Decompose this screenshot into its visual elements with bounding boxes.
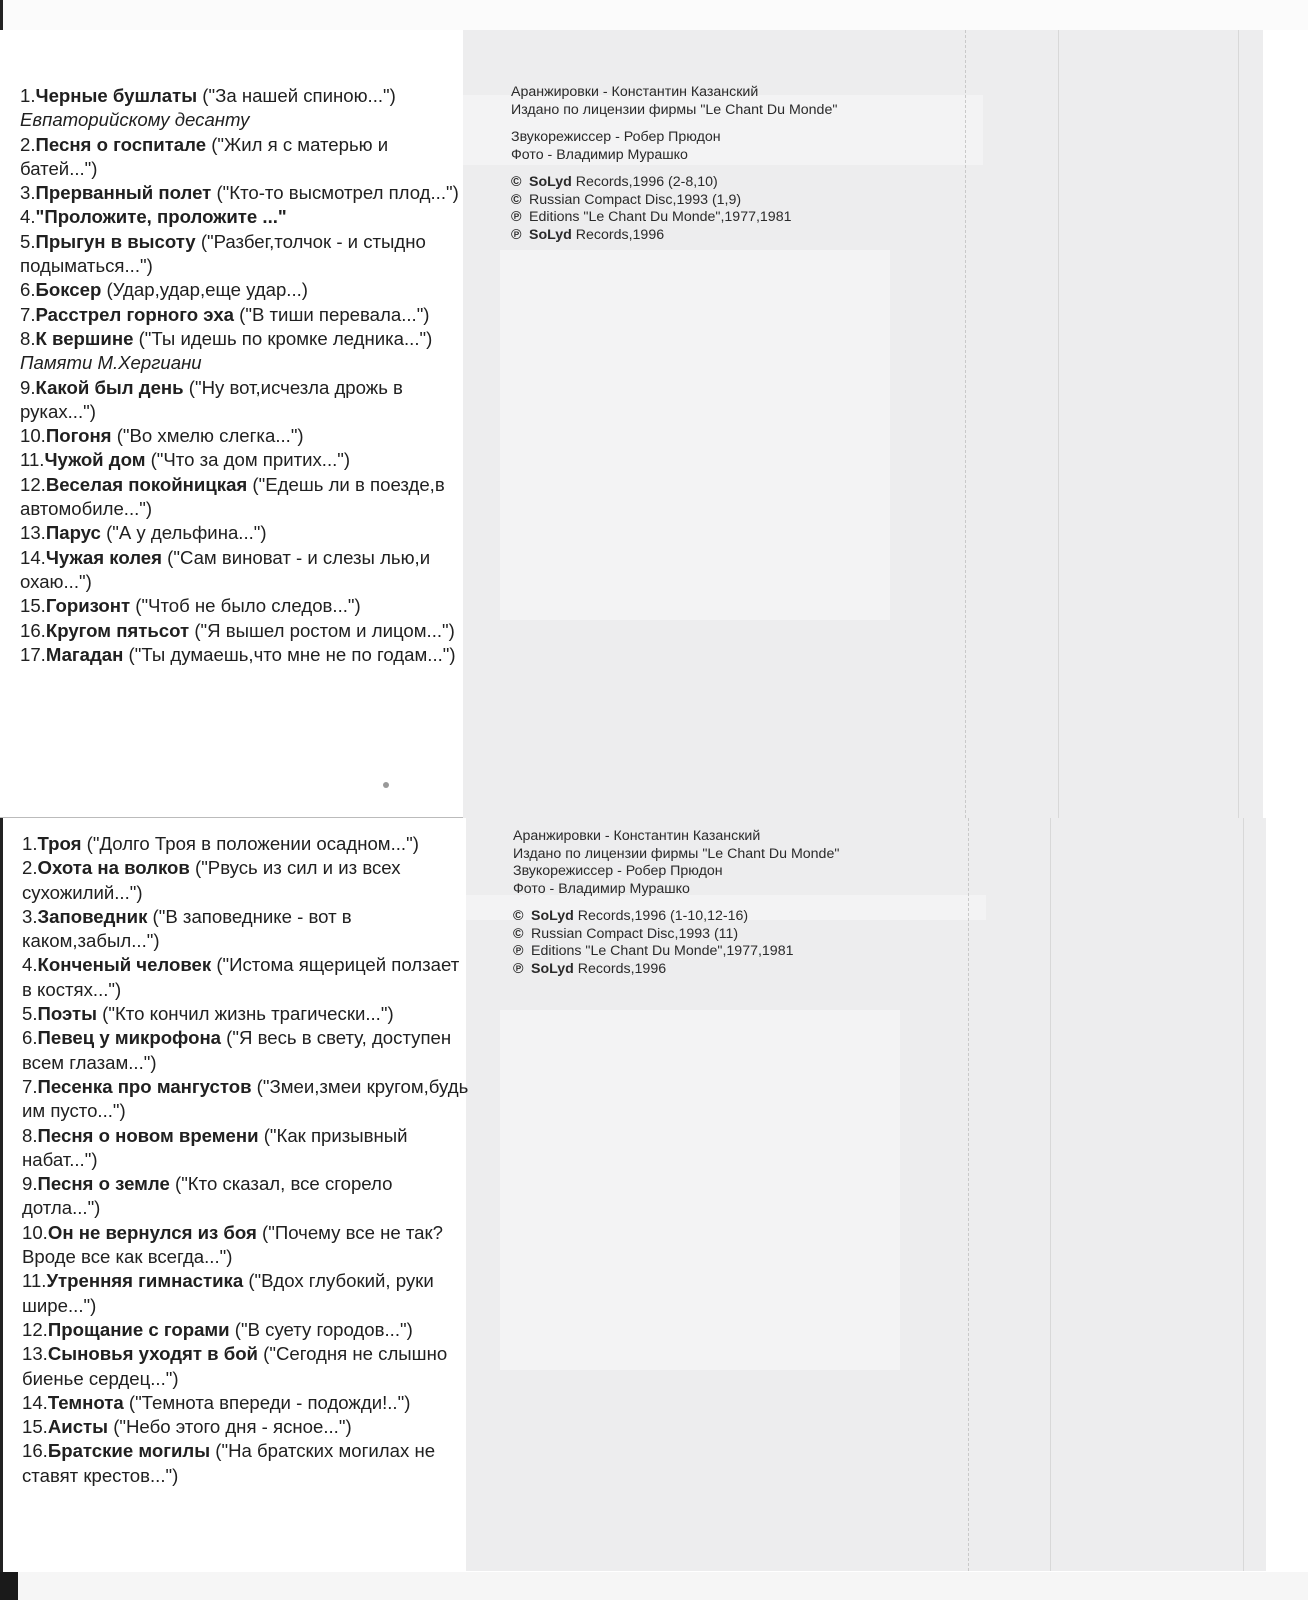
- track-item: [20, 521, 470, 545]
- rights-line: [513, 961, 913, 979]
- track-title: "Проложите, проложите ...": [35, 206, 287, 228]
- track-lyric-quote: ("На братских могилах не ставят крестов..."): [22, 1440, 436, 1486]
- track-item: [22, 1124, 472, 1173]
- track-title: Певец у микрофона: [37, 1027, 222, 1049]
- track-lyric-quote: ("Едешь ли в поезде,в автомобиле..."): [20, 473, 445, 520]
- track-title: Боксер: [35, 279, 102, 301]
- track-title: К вершине: [35, 327, 134, 349]
- track-item: [20, 643, 470, 667]
- track-title: Песня о госпитале: [35, 133, 207, 155]
- rights-text: Editions "Le Chant Du Monde",1977,1981: [531, 943, 794, 959]
- phonogram-icon: ℗: [513, 960, 524, 977]
- phonogram-icon: ℗: [511, 209, 522, 225]
- track-title: Кругом пятьсот: [45, 619, 190, 641]
- track-lyric-quote: ("Как призывный набат..."): [22, 1124, 408, 1170]
- track-number: 1.: [22, 833, 38, 854]
- track-item: [20, 181, 470, 205]
- arrangements-credit: Аранжировки - Константин Казанский: [513, 828, 761, 844]
- copyright-icon: ©: [511, 191, 522, 208]
- top-fold-line-1: [965, 30, 966, 818]
- track-item: [22, 832, 472, 856]
- scan-top-margin: [0, 0, 1308, 30]
- rights-line: [513, 926, 913, 944]
- track-item: [22, 1002, 472, 1026]
- rights-line: [513, 908, 913, 926]
- track-number: 17.: [20, 643, 46, 665]
- track-lyric-quote: ("За нашей спиною..."): [197, 85, 396, 106]
- track-item: [22, 1439, 472, 1488]
- track-lyric-quote: ("Разбег,толчок - и стыдно подыматься..."): [20, 230, 426, 277]
- track-item: [20, 594, 470, 618]
- track-title: Песенка про мангустов: [37, 1075, 252, 1097]
- track-lyric-quote: ("Истома ящерицей ползает в костях..."): [22, 954, 460, 1000]
- track-title: Прерванный полет: [35, 182, 212, 204]
- track-number: 12.: [22, 1318, 48, 1340]
- track-number: 16.: [20, 619, 46, 641]
- track-item: [22, 1221, 472, 1270]
- track-lyric-quote: ("В суету городов..."): [229, 1318, 413, 1340]
- track-title: Утренняя гимнастика: [46, 1270, 244, 1292]
- track-lyric-quote: ("Сегодня не слышно биенье сердец..."): [22, 1343, 448, 1389]
- track-title: Охота на волков: [37, 857, 190, 879]
- track-item: [20, 230, 470, 279]
- bottom-fold-line-3: [1243, 818, 1244, 1571]
- scan-corner-mark: [0, 1572, 18, 1600]
- track-title: Он не вернулся из боя: [47, 1221, 257, 1243]
- top-credits: [511, 84, 911, 244]
- track-number: 14.: [22, 1391, 48, 1413]
- track-lyric-quote: ("Ты идешь по кромке ледника..."): [133, 327, 433, 349]
- rights-line: [513, 943, 913, 961]
- rights-line: [511, 174, 911, 192]
- track-lyric-quote: ("В заповеднике - вот в каком,забыл..."): [22, 905, 352, 952]
- track-item: [20, 303, 470, 327]
- track-number: 3.: [22, 905, 38, 927]
- track-item: [22, 1269, 472, 1318]
- track-lyric-quote: ("Сам виноват - и слезы лью,и охаю..."): [20, 546, 431, 592]
- track-number: 6.: [20, 279, 36, 301]
- track-lyric-quote: ("Кто-то высмотрел плод..."): [211, 182, 459, 204]
- track-item: [20, 376, 470, 425]
- bottom-rights-list: [513, 908, 913, 978]
- track-number: 5.: [20, 230, 36, 252]
- track-number: 5.: [22, 1003, 38, 1025]
- top-fold-line-2: [1058, 30, 1059, 818]
- track-number: 8.: [22, 1124, 38, 1146]
- track-item: [22, 905, 472, 954]
- track-item: [20, 133, 470, 182]
- track-title: Расстрел горного эха: [35, 303, 235, 325]
- track-number: 11.: [22, 1270, 47, 1292]
- track-number: 10.: [20, 425, 46, 447]
- engineer-credit: Звукорежиссер - Робер Прюдон: [513, 863, 723, 879]
- track-number: 4.: [20, 206, 36, 228]
- rights-line: [511, 192, 911, 210]
- label-brand: SoLyd: [529, 174, 572, 190]
- track-lyric-quote: ("Во хмелю слегка..."): [111, 425, 304, 447]
- track-number: 16.: [22, 1440, 48, 1462]
- track-number: 10.: [22, 1221, 48, 1243]
- photo-credit: Фото - Владимир Мурашко: [513, 880, 690, 897]
- track-lyric-quote: ("Кто кончил жизнь трагически..."): [97, 1003, 394, 1025]
- track-dedication: Памяти М.Хергиани: [20, 352, 202, 374]
- track-title: Аисты: [47, 1416, 109, 1438]
- track-lyric-quote: ("Ну вот,исчезла дрожь в руках..."): [20, 376, 403, 422]
- scan-speck: [383, 782, 389, 788]
- rights-text: Editions "Le Chant Du Monde",1977,1981: [529, 209, 792, 225]
- track-title: Черные бушлаты: [35, 85, 198, 106]
- copyright-icon: ©: [513, 908, 524, 924]
- rights-line: [511, 209, 911, 227]
- track-item: [22, 1415, 472, 1439]
- track-item: [20, 84, 470, 133]
- track-title: Сыновья уходят в бой: [47, 1343, 258, 1365]
- photo-credit: Фото - Владимир Мурашко: [511, 146, 688, 163]
- track-item: [20, 205, 470, 229]
- track-dedication: Евпаторийскому десанту: [20, 109, 250, 131]
- phonogram-icon: ℗: [511, 226, 522, 243]
- license-credit: Издано по лицензии фирмы "Le Chant Du Monde": [513, 845, 840, 862]
- track-item: [20, 448, 470, 472]
- track-number: 7.: [20, 303, 36, 325]
- track-lyric-quote: (Удар,удар,еще удар...): [101, 279, 308, 301]
- track-title: Магадан: [45, 643, 124, 665]
- track-lyric-quote: ("Я весь в свету, доступен всем глазам..."): [22, 1027, 452, 1073]
- rights-text: Records,1996 (2-8,10): [571, 174, 718, 190]
- top-ghost-image: [500, 250, 890, 620]
- track-title: Троя: [37, 833, 82, 854]
- track-number: 13.: [22, 1343, 48, 1365]
- label-brand: SoLyd: [531, 960, 574, 977]
- rights-text: Records,1996: [573, 960, 667, 977]
- track-title: Песня о земле: [37, 1173, 170, 1195]
- bottom-ghost-image: [500, 1010, 900, 1370]
- track-lyric-quote: ("Змеи,змеи кругом,будь им пусто..."): [22, 1075, 469, 1122]
- track-title: Братские могилы: [47, 1440, 211, 1462]
- track-lyric-quote: ("Чтоб не было следов..."): [130, 595, 361, 617]
- track-number: 15.: [20, 595, 46, 617]
- track-item: [22, 1391, 472, 1415]
- track-lyric-quote: ("Небо этого дня - ясное..."): [108, 1416, 352, 1438]
- label-brand: SoLyd: [531, 908, 574, 924]
- rights-text: Russian Compact Disc,1993 (1,9): [529, 191, 742, 208]
- track-title: Погоня: [45, 425, 112, 447]
- track-lyric-quote: ("Жил я с матерью и батей..."): [20, 133, 389, 179]
- track-lyric-quote: ("Рвусь из сил и из всех сухожилий..."): [22, 857, 401, 903]
- track-title: Конченый человек: [37, 954, 212, 976]
- track-number: 2.: [22, 857, 38, 879]
- track-number: 2.: [20, 133, 36, 155]
- bottom-fold-line-2: [1050, 818, 1051, 1571]
- track-item: [22, 1318, 472, 1342]
- track-title: Веселая покойницкая: [45, 473, 248, 495]
- track-item: [20, 424, 470, 448]
- track-lyric-quote: ("Вдох глубокий, руки шире..."): [22, 1270, 434, 1316]
- rights-text: Records,1996 (1-10,12-16): [573, 908, 749, 924]
- track-item: [20, 327, 470, 376]
- track-number: 15.: [22, 1416, 48, 1438]
- track-number: 14.: [20, 546, 46, 568]
- track-item: [20, 619, 470, 643]
- bottom-credits: [513, 828, 913, 978]
- phonogram-icon: ℗: [513, 943, 524, 959]
- track-number: 1.: [20, 85, 36, 106]
- rights-text: Russian Compact Disc,1993 (11): [531, 925, 739, 942]
- rights-line: [511, 227, 911, 245]
- rights-text: Records,1996: [571, 226, 665, 243]
- track-lyric-quote: ("Ты думаешь,что мне не по годам..."): [123, 643, 456, 665]
- track-item: [22, 1342, 472, 1391]
- track-number: 8.: [20, 327, 36, 349]
- track-lyric-quote: ("Темнота впереди - подожди!.."): [123, 1391, 411, 1413]
- copyright-icon: ©: [513, 925, 524, 942]
- track-lyric-quote: ("Кто сказал, все сгорело дотла..."): [22, 1173, 393, 1219]
- bottom-tracklist: [22, 832, 472, 1488]
- track-title: Поэты: [37, 1003, 98, 1025]
- track-number: 4.: [22, 954, 38, 976]
- label-brand: SoLyd: [529, 226, 572, 243]
- track-title: Песня о новом времени: [37, 1124, 259, 1146]
- track-item: [22, 1172, 472, 1221]
- arrangements-credit: Аранжировки - Константин Казанский: [511, 84, 759, 100]
- track-item: [20, 473, 470, 522]
- track-title: Какой был день: [35, 376, 184, 398]
- track-number: 7.: [22, 1075, 38, 1097]
- track-title: Парус: [45, 522, 101, 544]
- track-item: [20, 546, 470, 595]
- copyright-icon: ©: [511, 174, 522, 190]
- track-lyric-quote: ("Почему все не так? Вроде все как всегда..."): [22, 1221, 444, 1268]
- track-title: Чужая колея: [45, 546, 162, 568]
- track-number: 9.: [22, 1173, 38, 1195]
- track-lyric-quote: ("Что за дом притих..."): [145, 449, 351, 471]
- track-title: Прыгун в высоту: [35, 230, 196, 252]
- top-rights-list: [511, 174, 911, 244]
- license-credit: Издано по лицензии фирмы "Le Chant Du Monde": [511, 101, 838, 118]
- top-fold-line-3: [1238, 30, 1239, 818]
- track-lyric-quote: ("Долго Троя в положении осадном..."): [81, 833, 419, 854]
- track-number: 12.: [20, 473, 46, 495]
- track-number: 6.: [22, 1027, 38, 1049]
- track-number: 13.: [20, 522, 46, 544]
- track-lyric-quote: ("В тиши перевала..."): [234, 303, 430, 325]
- track-number: 11.: [20, 449, 45, 471]
- engineer-credit: Звукорежиссер - Робер Прюдон: [511, 129, 721, 145]
- track-title: Горизонт: [45, 595, 131, 617]
- top-tracklist: [20, 84, 470, 667]
- bottom-fold-line-1: [968, 818, 969, 1571]
- track-item: [22, 953, 472, 1002]
- track-title: Заповедник: [37, 905, 148, 927]
- track-title: Темнота: [47, 1391, 124, 1413]
- track-title: Чужой дом: [44, 449, 146, 471]
- track-number: 9.: [20, 376, 36, 398]
- track-item: [22, 856, 472, 905]
- track-item: [20, 278, 470, 302]
- track-item: [22, 1075, 472, 1124]
- track-lyric-quote: ("Я вышел ростом и лицом..."): [189, 619, 455, 641]
- track-title: Прощание с горами: [47, 1318, 230, 1340]
- scan-bottom-margin: [0, 1572, 1308, 1600]
- track-item: [22, 1026, 472, 1075]
- track-lyric-quote: ("А у дельфина..."): [100, 522, 267, 544]
- track-number: 3.: [20, 182, 36, 204]
